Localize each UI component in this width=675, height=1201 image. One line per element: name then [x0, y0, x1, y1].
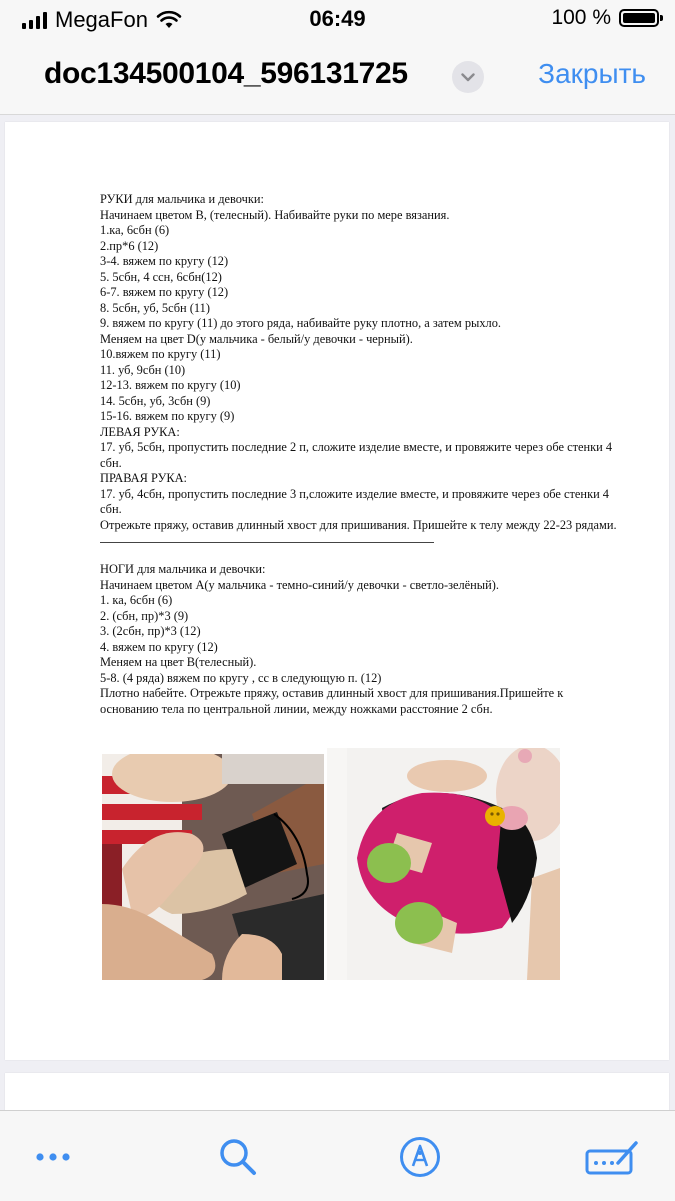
status-bar — [0, 0, 675, 40]
doc-line: 5-8. (4 ряда) вяжем по кругу , сс в следующую п. (12) — [100, 670, 382, 685]
crochet-body-photo — [327, 748, 560, 980]
chevron-down-icon — [461, 73, 475, 82]
doc-line: 11. уб, 9сбн (10) — [100, 362, 186, 377]
doc-line: 1. ка, 6сбн (6) — [100, 593, 173, 607]
title-menu-button[interactable] — [452, 61, 484, 93]
battery-icon — [619, 9, 659, 27]
battery-percent: 100 % — [551, 6, 611, 29]
markup-button[interactable] — [398, 1135, 442, 1179]
close-button[interactable]: Закрыть — [538, 58, 646, 89]
doc-line: 17. уб, 4сбн, пропустить последние 3 п,сложите изделие вместе, и провяжите через обе стенки 4 сбн. — [100, 486, 610, 516]
edit-text-icon — [584, 1137, 640, 1177]
doc-line: 2.пр*6 (12) — [100, 238, 159, 253]
doc-line: 14. 5сбн, уб, 3сбн (9) — [100, 393, 211, 408]
section-divider — [100, 542, 434, 543]
doc-line: 8. 5сбн, уб, 5сбн (11) — [100, 300, 210, 315]
doc-line: 9. вяжем по кругу (11) до этого ряда, набивайте руку плотно, а затем рыхло. — [100, 316, 502, 330]
status-time: 06:49 — [309, 6, 366, 31]
document-title: doc134500104_596131725 — [44, 57, 408, 90]
edit-text-button[interactable] — [584, 1135, 640, 1179]
document-text — [100, 192, 620, 717]
doc-line: 3. (2сбн, пр)*3 (12) — [100, 624, 201, 638]
document-viewer[interactable] — [0, 115, 675, 1110]
doc-line: 3-4. вяжем по кругу (12) — [100, 254, 229, 268]
crochet-arm-photo — [102, 754, 324, 980]
doc-line: Начинаем цветом А(у мальчика - темно-синий/у девочки - светло-зелёный). — [100, 577, 499, 592]
doc-line: ЛЕВАЯ РУКА: — [100, 424, 180, 439]
bottom-toolbar — [0, 1110, 675, 1201]
doc-line: ПРАВАЯ РУКА: — [100, 471, 188, 485]
arms-section — [100, 192, 620, 533]
doc-line: НОГИ для мальчика и девочки: — [100, 562, 266, 576]
search-button[interactable] — [216, 1135, 260, 1179]
doc-line: 10.вяжем по кругу (11) — [100, 347, 221, 361]
doc-line: Отрежьте пряжу, оставив длинный хвост для пришивания. Пришейте к телу между 22-23 рядами. — [100, 517, 617, 532]
doc-line: 17. уб, 5сбн, пропустить последние 2 п, сложите изделие вместе, и провяжите через обе стенки 4 сбн. — [100, 440, 613, 470]
doc-line: Плотно набейте. Отрежьте пряжу, оставив длинный хвост для пришивания.Пришейте к основанию тела по центральной линии, между ножками расстояние 2 сбн. — [100, 686, 564, 716]
more-icon — [35, 1152, 71, 1162]
doc-line: Меняем на цвет D(у мальчика - белый/у девочки - черный). — [100, 331, 413, 346]
doc-line: РУКИ для мальчика и девочки: — [100, 192, 264, 206]
doc-line: 12-13. вяжем по кругу (10) — [100, 378, 241, 392]
markup-icon — [399, 1136, 441, 1178]
status-right — [551, 6, 659, 30]
search-icon — [218, 1137, 258, 1177]
doc-line: Начинаем цветом В, (телесный). Набивайте руки по мере вязания. — [100, 207, 450, 222]
doc-line: 5. 5сбн, 4 ссн, 6сбн(12) — [100, 269, 222, 284]
doc-line: 1.ка, 6сбн (6) — [100, 223, 170, 237]
navigation-bar — [0, 40, 675, 115]
carrier-name: MegaFon — [55, 7, 148, 32]
legs-section — [100, 562, 620, 717]
document-page — [5, 122, 669, 1060]
doc-line: 15-16. вяжем по кругу (9) — [100, 409, 235, 423]
doc-line: 4. вяжем по кругу (12) — [100, 639, 218, 654]
next-document-page — [5, 1073, 669, 1110]
doc-line: 2. (сбн, пр)*3 (9) — [100, 608, 189, 623]
more-button[interactable] — [31, 1135, 75, 1179]
doc-line: 6-7. вяжем по кругу (12) — [100, 285, 229, 299]
doc-line: Меняем на цвет В(телесный). — [100, 655, 257, 669]
